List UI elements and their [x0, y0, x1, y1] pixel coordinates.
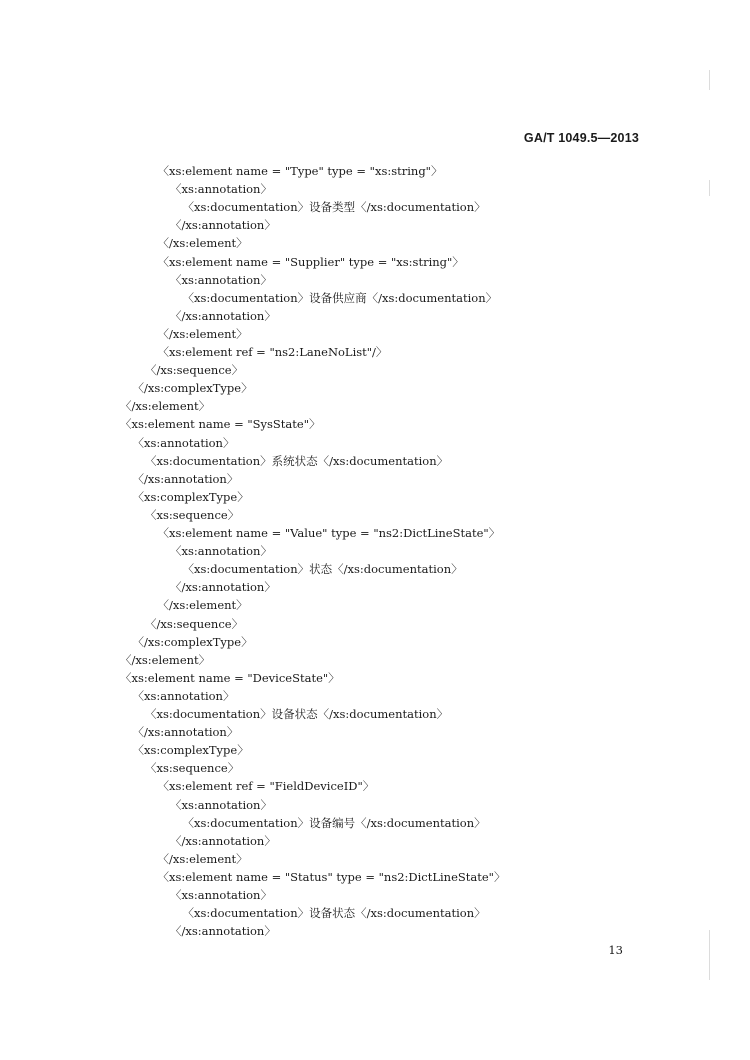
code-line: 〈/xs:element〉 — [120, 399, 211, 414]
code-line: 〈/xs:annotation〉 — [170, 924, 276, 939]
code-line: 〈/xs:annotation〉 — [170, 308, 276, 323]
page-number: 13 — [608, 943, 623, 957]
code-line: 〈xs:element name = "Status" type = "ns2:DictLineState"〉 — [157, 869, 506, 884]
code-line: 〈xs:annotation〉 — [132, 688, 235, 703]
code-line: 〈/xs:element〉 — [120, 652, 211, 667]
code-line: 〈xs:annotation〉 — [170, 544, 272, 559]
code-line: 〈/xs:sequence〉 — [145, 616, 244, 631]
code-line: 〈xs:element ref = "ns2:LaneNoList"/〉 — [157, 345, 388, 359]
code-line: 〈xs:documentation〉设备供应商〈/xs:documentation〉 — [182, 290, 498, 305]
code-line: 〈xs:element ref = "FieldDeviceID"〉 — [157, 779, 375, 794]
document-header: GA/T 1049.5—2013 — [523, 131, 639, 145]
code-line: 〈/xs:complexType〉 — [132, 381, 253, 396]
code-line: 〈xs:documentation〉设备编号〈/xs:documentation〉 — [182, 815, 486, 830]
scan-margin-mark — [709, 180, 710, 196]
code-line: 〈xs:documentation〉设备状态〈/xs:documentation〉 — [182, 906, 486, 921]
code-line: 〈xs:annotation〉 — [170, 888, 272, 902]
code-line: 〈xs:sequence〉 — [145, 507, 240, 522]
code-line: 〈/xs:complexType〉 — [132, 634, 253, 649]
code-line: 〈/xs:element〉 — [157, 236, 248, 251]
code-line: 〈xs:documentation〉设备类型〈/xs:documentation〉 — [182, 200, 486, 215]
code-line: 〈xs:element name = "Value" type = "ns2:DictLineState"〉 — [157, 526, 501, 540]
scan-margin-mark — [709, 70, 710, 90]
code-line: 〈/xs:annotation〉 — [132, 471, 239, 486]
code-line: 〈xs:element name = "DeviceState"〉 — [120, 670, 340, 685]
code-line: 〈xs:element name = "Supplier" type = "xs:string"〉 — [157, 254, 464, 269]
code-line: 〈xs:element name = "Type" type = "xs:string"〉 — [157, 164, 443, 178]
code-line: 〈/xs:element〉 — [157, 598, 248, 613]
code-line: 〈xs:annotation〉 — [132, 435, 235, 450]
code-line: 〈/xs:annotation〉 — [170, 218, 276, 233]
code-line: 〈xs:documentation〉状态〈/xs:documentation〉 — [182, 562, 463, 577]
code-line: 〈/xs:annotation〉 — [170, 580, 276, 595]
code-line: 〈xs:annotation〉 — [170, 182, 272, 197]
code-line: 〈/xs:element〉 — [157, 851, 248, 866]
code-line: 〈/xs:annotation〉 — [170, 833, 276, 848]
code-line: 〈xs:documentation〉设备状态〈/xs:documentation〉 — [145, 707, 449, 721]
scan-margin-mark — [709, 930, 710, 980]
code-line: 〈xs:element name = "SysState"〉 — [120, 417, 321, 432]
code-line: 〈xs:complexType〉 — [132, 489, 249, 504]
code-line: 〈xs:complexType〉 — [132, 743, 249, 758]
code-line: 〈xs:sequence〉 — [145, 761, 240, 776]
code-line: 〈xs:documentation〉系统状态〈/xs:documentation〉 — [145, 453, 449, 468]
code-line: 〈/xs:sequence〉 — [145, 363, 244, 378]
code-line: 〈/xs:element〉 — [157, 326, 248, 341]
code-line: 〈/xs:annotation〉 — [132, 725, 239, 740]
code-line: 〈xs:annotation〉 — [170, 797, 272, 812]
code-line: 〈xs:annotation〉 — [170, 272, 272, 287]
